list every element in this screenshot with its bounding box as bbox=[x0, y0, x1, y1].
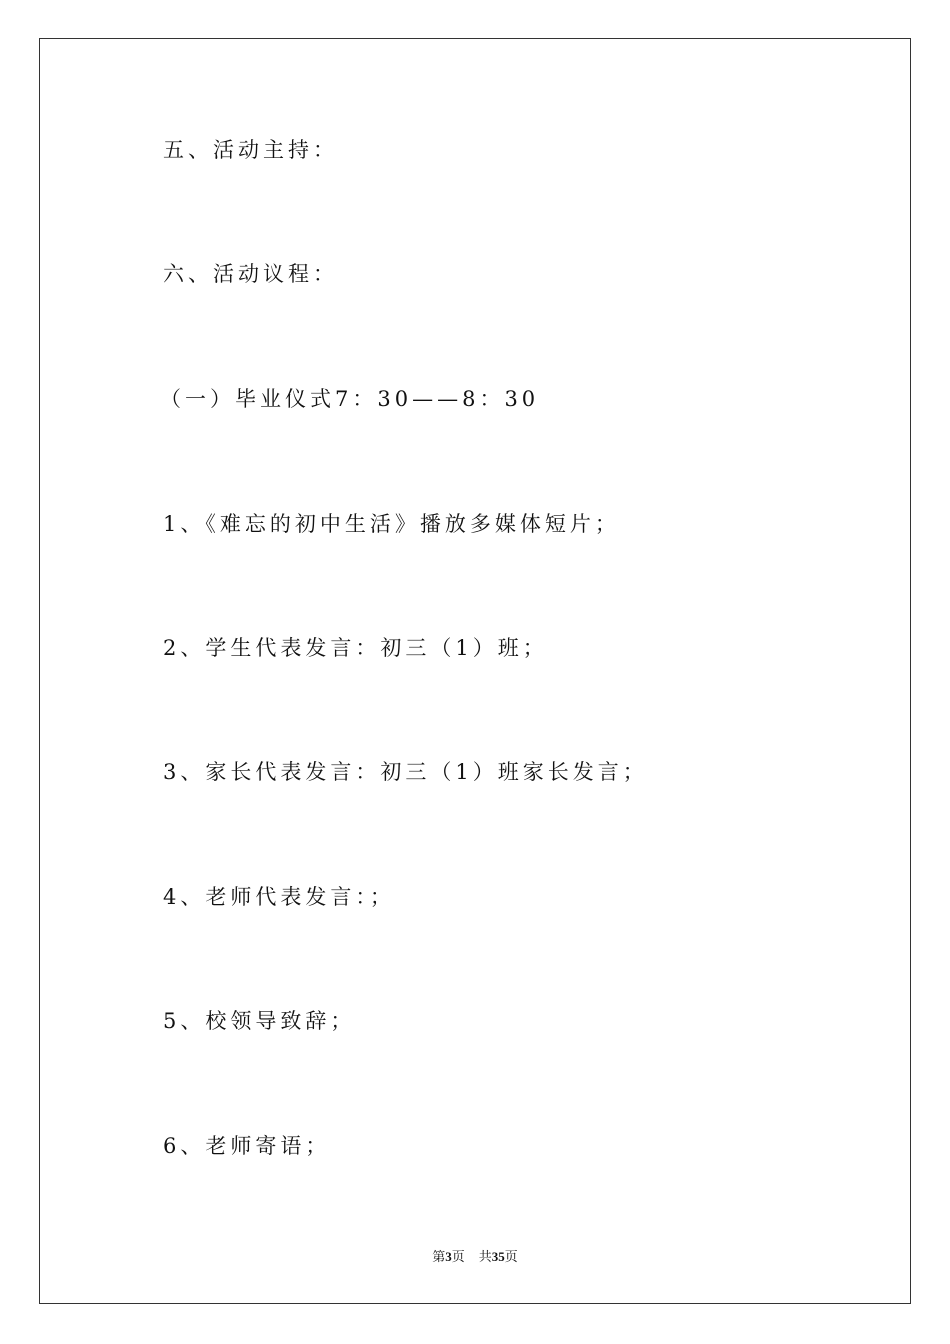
agenda-item-4: 4、老师代表发言：； bbox=[163, 885, 395, 909]
page-footer bbox=[0, 1248, 950, 1267]
agenda-item-5: 5、校领导致辞； bbox=[163, 1009, 356, 1033]
agenda-item-6: 6、老师寄语； bbox=[163, 1134, 331, 1158]
section-heading-agenda: 六、活动议程： bbox=[163, 262, 338, 286]
total-suffix: 页 bbox=[504, 1250, 518, 1265]
subsection-ceremony: （一）毕业仪式7：30——8：30 bbox=[160, 387, 540, 411]
agenda-item-3: 3、家长代表发言：初三（1）班家长发言； bbox=[163, 760, 648, 784]
page-suffix: 页 bbox=[451, 1250, 465, 1265]
section-heading-host: 五、活动主持： bbox=[163, 138, 338, 162]
total-prefix: 共 bbox=[478, 1250, 492, 1265]
agenda-item-1: 1、《难忘的初中生活》播放多媒体短片； bbox=[163, 512, 620, 536]
page-number: 3 bbox=[445, 1249, 452, 1264]
total-pages: 35 bbox=[491, 1249, 505, 1264]
page-border bbox=[39, 38, 911, 1304]
agenda-item-2: 2、学生代表发言：初三（1）班； bbox=[163, 636, 548, 660]
page-prefix: 第 bbox=[432, 1250, 446, 1265]
